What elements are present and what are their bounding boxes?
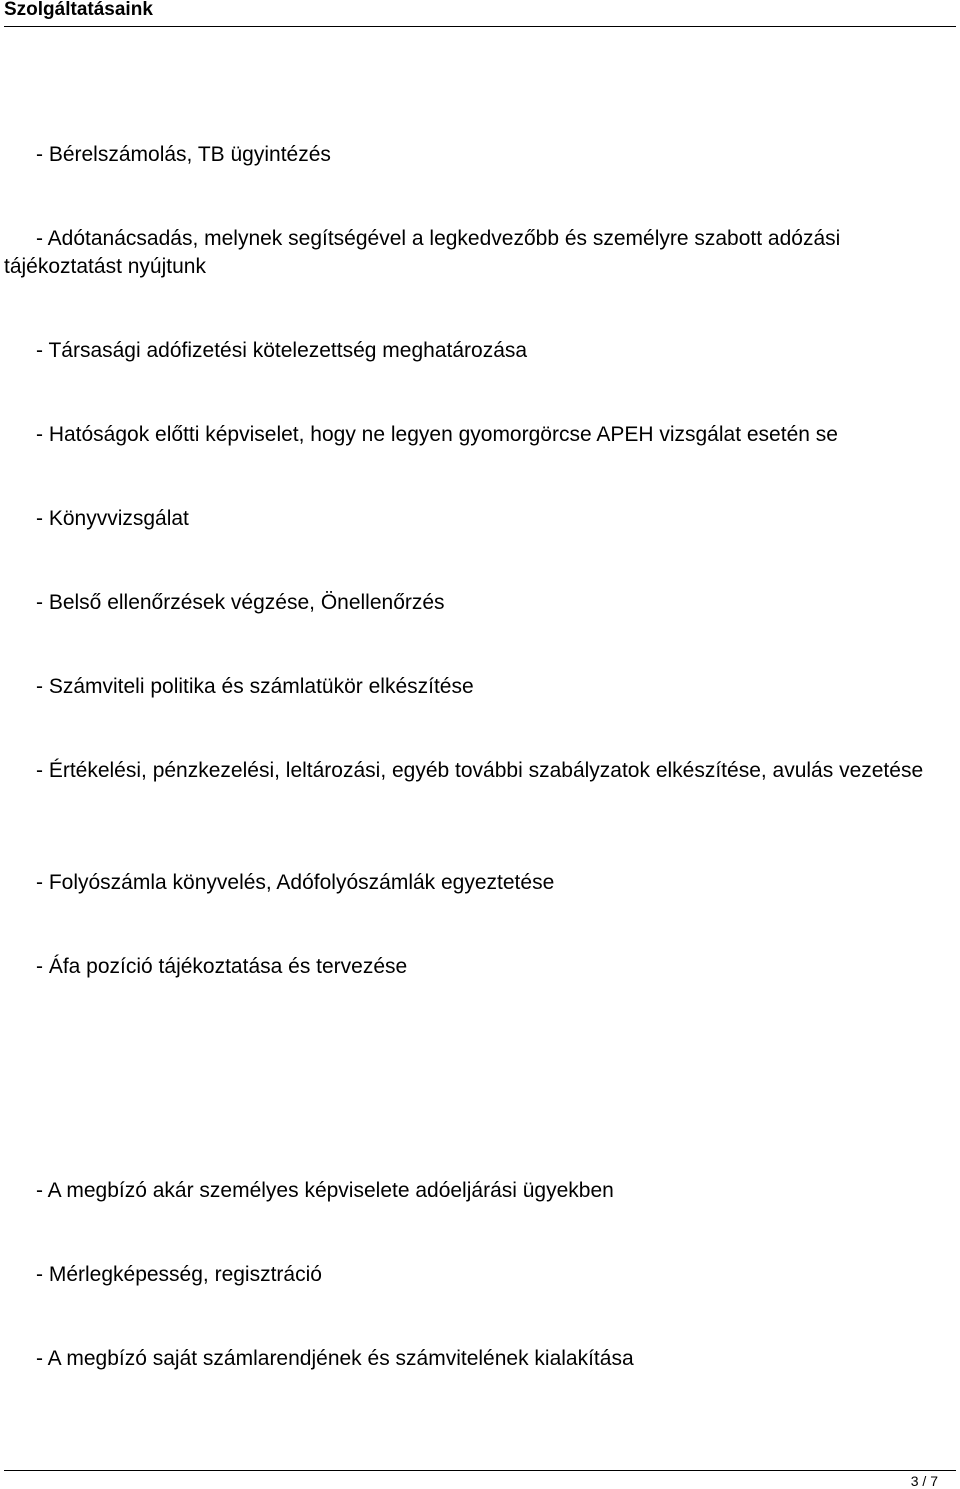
service-item: - A megbízó saját számlarendjének és számvitelének kialakítása [36,1347,634,1370]
page-footer [4,1470,956,1489]
service-item: - Számviteli politika és számlatükör elkészítése [36,675,474,698]
service-item: - Bérelszámolás, TB ügyintézés [36,143,331,166]
service-item: - Hatóságok előtti képviselet, hogy ne legyen gyomorgörcse APEH vizsgálat esetén se [36,423,838,446]
service-item: - Áfa pozíció tájékoztatása és tervezése [36,955,408,978]
page-number: 3 / 7 [910,1473,938,1489]
service-item: - A megbízó akár személyes képviselete adóeljárási ügyekben [36,1179,614,1202]
service-item: - Belső ellenőrzések végzése, Önellenőrzés [36,591,445,614]
service-item: - Társasági adófizetési kötelezettség meghatározása [36,339,528,362]
service-item: - Értékelési, pénzkezelési, leltározási, egyéb további szabályzatok elkészítése, avulás vezetése [36,759,924,782]
service-item: - Mérlegképesség, regisztráció [36,1263,322,1286]
service-item: - Folyószámla könyvelés, Adófolyószámlák egyeztetése [36,871,555,894]
page-header [4,0,956,27]
page-title: Szolgáltatásaink [4,0,153,20]
service-item: - Könyvvizsgálat [36,507,189,530]
service-item: - Adótanácsadás, melynek segítségével a legkedvezőbb és személyre szabott adózási tájékoztatást nyújtunk [4,227,841,278]
